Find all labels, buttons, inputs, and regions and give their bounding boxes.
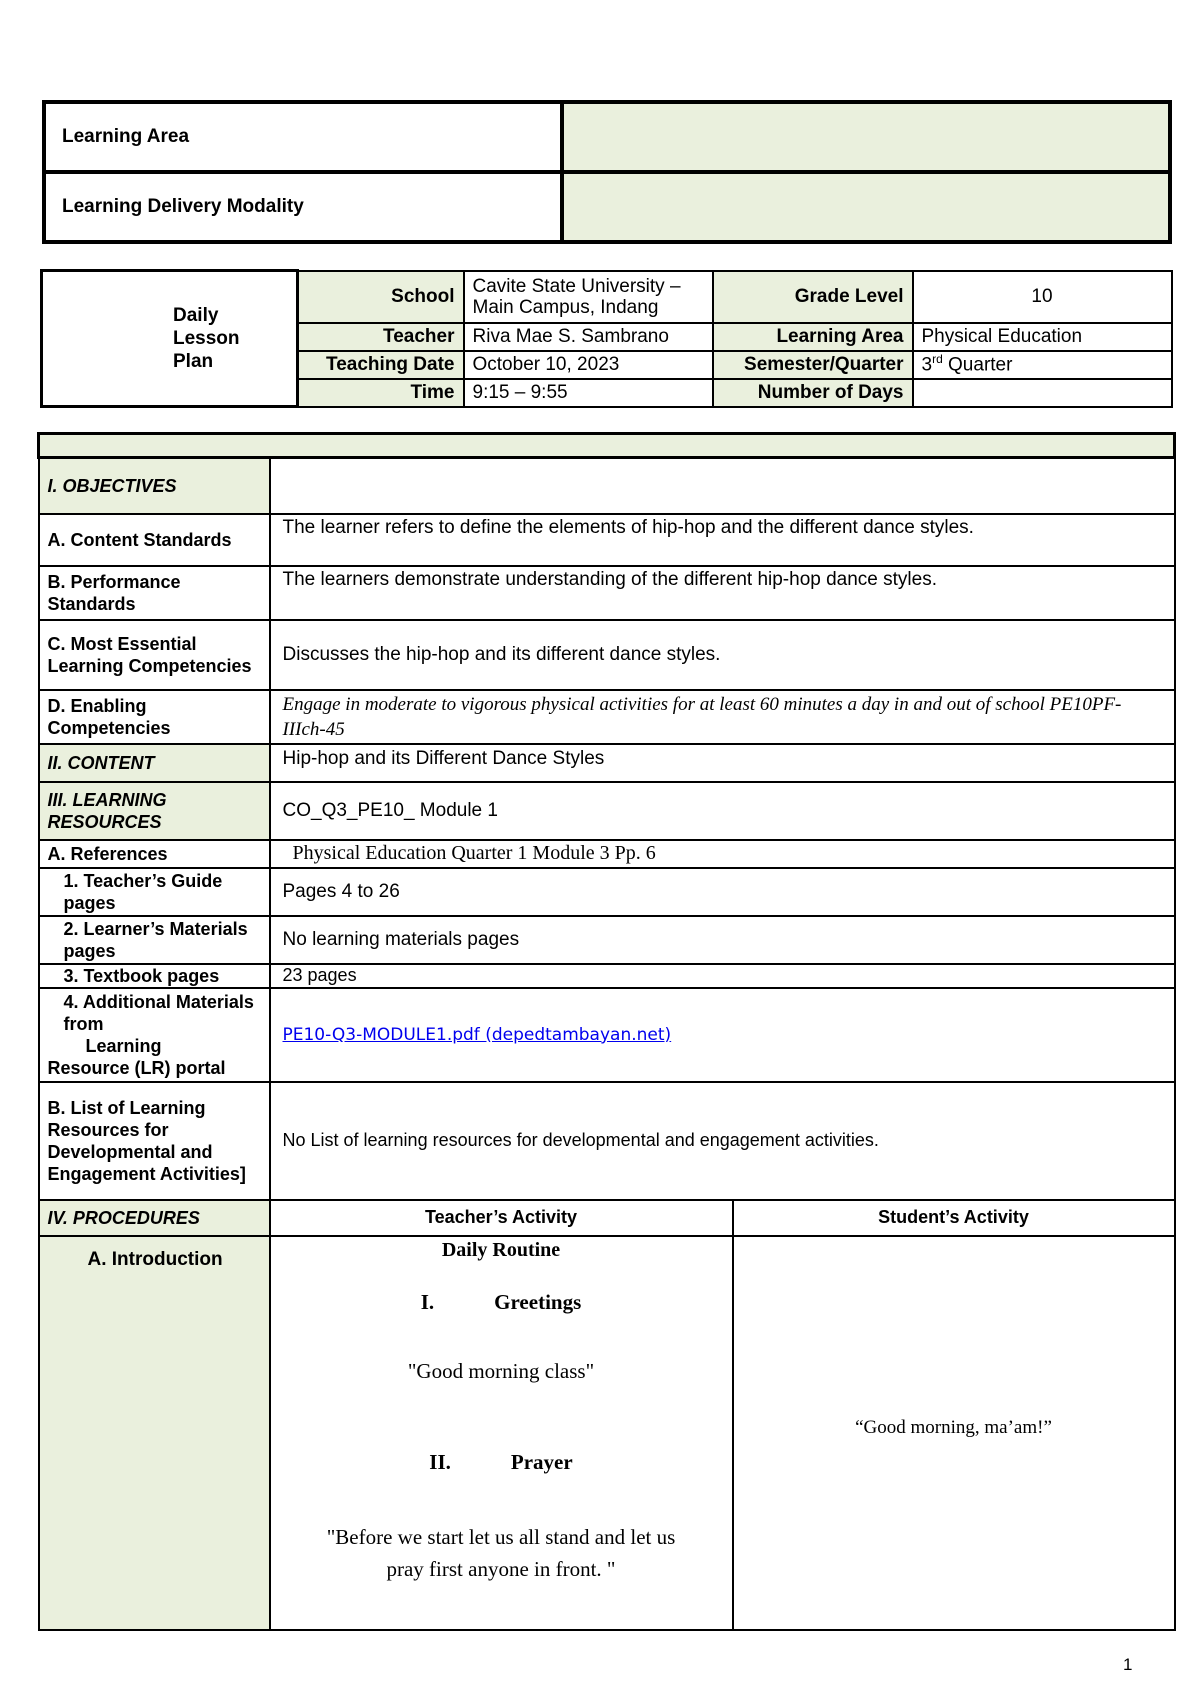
learning-area-table [42, 100, 1172, 244]
prayer-heading [277, 1450, 726, 1475]
learners-materials-value: No learning materials pages [270, 916, 1175, 964]
enabling-competencies-value: Engage in moderate to vigorous physical activities for at least 60 minutes a day in and out of school PE10PF-IIIch-45 [270, 690, 1175, 744]
modality-value [562, 172, 1170, 242]
grade-level-value: 10 [913, 271, 1172, 323]
teachers-guide-label [39, 868, 270, 916]
objectives-label: I. OBJECTIVES [39, 458, 270, 514]
procedures-label: IV. PROCEDURES [39, 1200, 270, 1236]
learning-resources-value: CO_Q3_PE10_ Module 1 [270, 782, 1175, 840]
prayer-quote-line-2: pray first anyone in front. " [386, 1556, 616, 1581]
prayer-number: II. [429, 1449, 451, 1474]
teaching-date-label: Teaching Date [298, 351, 464, 379]
greeting-quote: "Good morning class" [407, 1358, 595, 1383]
teachers-activity-header: Teacher’s Activity [270, 1200, 733, 1236]
teacher-value: Riva Mae S. Sambrano [464, 323, 713, 351]
lesson-header-table [40, 269, 1173, 408]
prayer-quote [277, 1521, 726, 1585]
performance-standards-label: B. Performance Standards [39, 566, 270, 620]
school-value-line-1: Cavite State University – [472, 275, 681, 297]
greetings-heading [277, 1290, 726, 1315]
quarter-word: Quarter [942, 354, 1013, 376]
learning-area-value [562, 102, 1170, 172]
prayer-quote-line-1: "Before we start let us all stand and let us [326, 1524, 676, 1549]
daily-routine-heading: Daily Routine [441, 1238, 561, 1261]
enabling-competencies-label: D. Enabling Competencies [39, 690, 270, 744]
teacher-label: Teacher [298, 323, 464, 351]
textbook-label: 3. Textbook pages [39, 964, 270, 988]
page-number: 1 [1123, 1655, 1133, 1674]
list-of-resources-label: B. List of Learning Resources for Developmental and Engagement Activities] [39, 1082, 270, 1200]
semester-quarter-label: Semester/Quarter [713, 351, 913, 379]
number-of-days-value [913, 379, 1172, 407]
dlp-line-1: Daily [173, 305, 219, 326]
dlp-line-3: Plan [173, 351, 214, 372]
prayer-text: Prayer [510, 1449, 573, 1474]
greetings-number: I. [420, 1289, 435, 1314]
dlp-title [42, 271, 298, 407]
dlp-line-2: Lesson [173, 328, 240, 349]
learning-area-label-2: Learning Area [713, 323, 913, 351]
grade-level-label: Grade Level [713, 271, 913, 323]
teachers-guide-label-text: 1. Teacher’s Guide pages [63, 870, 223, 913]
content-value: Hip-hop and its Different Dance Styles [270, 744, 1175, 782]
time-value: 9:15 – 9:55 [464, 379, 713, 407]
content-label: II. CONTENT [39, 744, 270, 782]
learning-area-value-2: Physical Education [913, 323, 1172, 351]
additional-materials-line-3: Resource (LR) portal [47, 1057, 226, 1078]
teaching-date-value: October 10, 2023 [464, 351, 713, 379]
school-value [464, 271, 713, 323]
additional-materials-line-2: Learning [85, 1035, 162, 1056]
school-label: School [298, 271, 464, 323]
list-of-resources-value: No List of learning resources for developmental and engagement activities. [270, 1082, 1175, 1200]
textbook-value: 23 pages [270, 964, 1175, 988]
lr-portal-link[interactable]: PE10-Q3-MODULE1.pdf (depedtambayan.net) [282, 1024, 672, 1045]
learning-area-label: Learning Area [44, 102, 562, 172]
students-activity-cell [733, 1236, 1175, 1630]
melc-label: C. Most Essential Learning Competencies [39, 620, 270, 690]
semester-quarter-value [913, 351, 1172, 379]
time-label: Time [298, 379, 464, 407]
student-greeting-reply: “Good morning, ma’am!” [855, 1416, 1052, 1438]
modality-label: Learning Delivery Modality [44, 172, 562, 242]
learners-materials-label: 2. Learner’s Materials pages [39, 916, 270, 964]
content-standards-label: A. Content Standards [39, 514, 270, 566]
quarter-suffix: rd [932, 352, 943, 367]
references-value: Physical Education Quarter 1 Module 3 Pp. 6 [270, 840, 1175, 868]
teachers-guide-value: Pages 4 to 26 [270, 868, 1175, 916]
number-of-days-label: Number of Days [713, 379, 913, 407]
students-activity-header: Student’s Activity [733, 1200, 1175, 1236]
school-value-line-2: Main Campus, Indang [472, 296, 659, 318]
melc-value: Discusses the hip-hop and its different dance styles. [270, 620, 1175, 690]
lesson-plan-table [37, 432, 1176, 1631]
references-label: A. References [39, 840, 270, 868]
objectives-value [270, 458, 1175, 514]
quarter-number: 3 [921, 354, 933, 376]
introduction-label: A. Introduction [39, 1236, 270, 1630]
lr-portal-cell [270, 988, 1175, 1082]
top-bar [39, 434, 1175, 458]
teachers-activity-cell [270, 1236, 733, 1630]
performance-standards-value: The learners demonstrate understanding of the different hip-hop dance styles. [270, 566, 1175, 620]
content-standards-value: The learner refers to define the elements of hip-hop and the different dance styles. [270, 514, 1175, 566]
additional-materials-line-1: 4. Additional Materials from [63, 991, 254, 1034]
additional-materials-label [39, 988, 270, 1082]
greetings-text: Greetings [494, 1289, 582, 1314]
learning-resources-label: III. LEARNING RESOURCES [39, 782, 270, 840]
